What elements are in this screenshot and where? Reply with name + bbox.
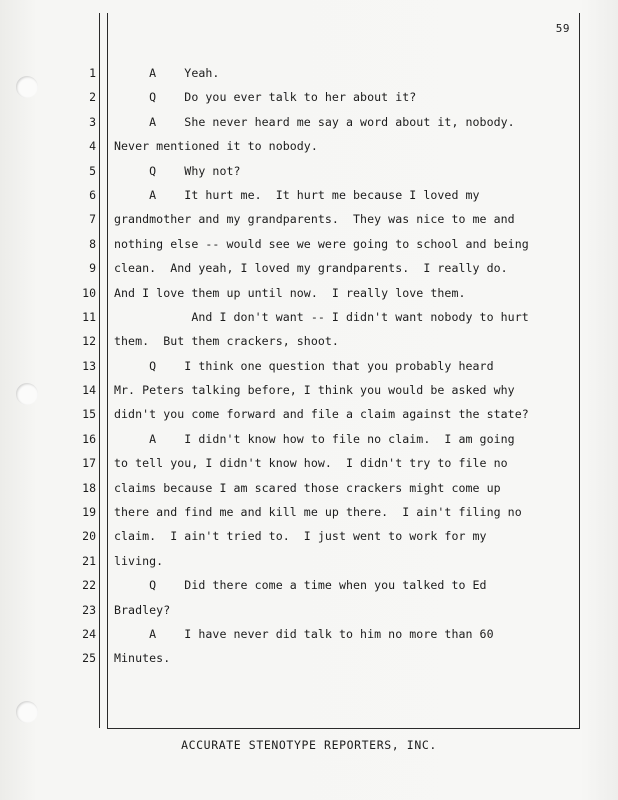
line-number: 14: [82, 383, 96, 398]
transcript-line: Q Why not?: [114, 163, 241, 178]
transcript-line: Never mentioned it to nobody.: [114, 139, 318, 154]
transcript-line: A I have never did talk to him no more than 60: [114, 626, 494, 641]
left-margin-rule: [99, 13, 100, 728]
punch-hole-middle: [16, 383, 38, 405]
transcript-line: claims because I am scared those crackers might come up: [114, 480, 501, 495]
line-number: 2: [89, 90, 96, 105]
line-number-column: [72, 61, 96, 671]
transcript-line: there and find me and kill me up there. I ain't filing no: [114, 505, 522, 520]
line-number: 3: [89, 114, 96, 129]
line-number: 4: [89, 139, 96, 154]
transcript-line: And I don't want -- I didn't want nobody to hurt: [114, 309, 529, 324]
line-number: 10: [82, 285, 96, 300]
transcript-line: Mr. Peters talking before, I think you would be asked why: [114, 383, 515, 398]
punch-hole-top: [16, 76, 38, 98]
transcript-line: grandmother and my grandparents. They was nice to me and: [114, 212, 515, 227]
line-number: 8: [89, 236, 96, 251]
line-number: 12: [82, 334, 96, 349]
line-number: 5: [89, 163, 96, 178]
line-number: 17: [82, 456, 96, 471]
transcript-line: A Yeah.: [114, 66, 220, 80]
line-number: 6: [89, 187, 96, 202]
transcript-line: didn't you come forward and file a claim against the state?: [114, 407, 529, 422]
line-number: 24: [82, 626, 96, 641]
line-number: 1: [89, 66, 96, 80]
line-number: 25: [82, 651, 96, 666]
transcript-line: A It hurt me. It hurt me because I loved my: [114, 187, 480, 202]
line-number: 20: [82, 529, 96, 544]
transcript-line: Minutes.: [114, 651, 171, 666]
reporter-footer: ACCURATE STENOTYPE REPORTERS, INC.: [181, 738, 437, 752]
line-number: 16: [82, 431, 96, 446]
line-number: 21: [82, 553, 96, 568]
transcript-line: them. But them crackers, shoot.: [114, 334, 339, 349]
line-number: 23: [82, 602, 96, 617]
transcript-line: clean. And yeah, I loved my grandparents. I really do.: [114, 261, 508, 276]
transcript-line: nothing else -- would see we were going to school and being: [114, 236, 529, 251]
line-number: 11: [82, 309, 96, 324]
transcript-line: Q Did there come a time when you talked to Ed: [114, 578, 487, 593]
transcript-body: [114, 61, 572, 671]
line-number: 7: [89, 212, 96, 227]
transcript-line: Q I think one question that you probably heard: [114, 358, 494, 373]
punch-hole-bottom: [16, 701, 38, 723]
line-number: 13: [82, 358, 96, 373]
line-number: 18: [82, 480, 96, 495]
transcript-line: Q Do you ever talk to her about it?: [114, 90, 417, 105]
transcript-line: living.: [114, 553, 164, 568]
transcript-line: A She never heard me say a word about it, nobody.: [114, 114, 515, 129]
line-number: 9: [89, 261, 96, 276]
line-number: 22: [82, 578, 96, 593]
line-number: 19: [82, 505, 96, 520]
transcript-line: A I didn't know how to file no claim. I am going: [114, 431, 515, 446]
transcript-line: to tell you, I didn't know how. I didn't try to file no: [114, 456, 508, 471]
page-number: 59: [555, 22, 570, 35]
transcript-line: Bradley?: [114, 602, 171, 617]
transcript-line: claim. I ain't tried to. I just went to work for my: [114, 529, 487, 544]
transcript-line: And I love them up until now. I really love them.: [114, 285, 466, 300]
line-number: 15: [82, 407, 96, 422]
